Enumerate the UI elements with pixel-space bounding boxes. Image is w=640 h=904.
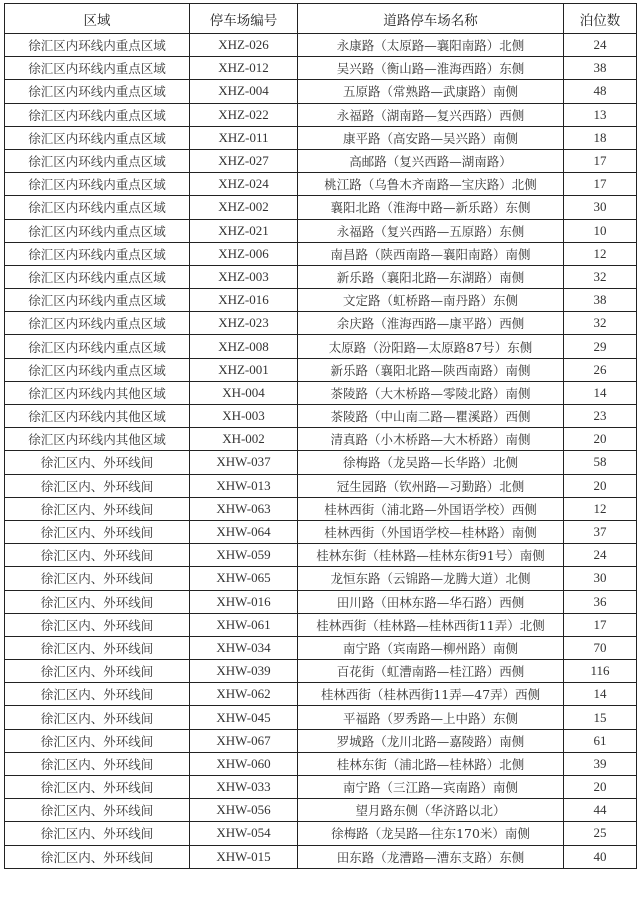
cell-space-count: 38 [564,289,637,312]
cell-area: 徐汇区内、外环线间 [5,752,190,775]
cell-area: 徐汇区内、外环线间 [5,683,190,706]
table-row [5,683,637,706]
cell-space-count: 61 [564,729,637,752]
table-row [5,752,637,775]
cell-lot-name: 桂林东街（浦北路—桂林路）北侧 [298,752,564,775]
cell-lot-name: 徐梅路（龙吴路—往东170米）南侧 [298,822,564,845]
cell-lot-name: 永康路（太原路—襄阳南路）北侧 [298,34,564,57]
cell-lot-code: XHZ-016 [190,289,298,312]
cell-lot-code: XHZ-022 [190,103,298,126]
cell-lot-name: 清真路（小木桥路—大木桥路）南侧 [298,428,564,451]
cell-space-count: 14 [564,381,637,404]
cell-lot-name: 望月路东侧（华济路以北） [298,799,564,822]
table-row [5,497,637,520]
table-row [5,126,637,149]
cell-space-count: 39 [564,752,637,775]
table-header-row [5,4,637,34]
cell-space-count: 10 [564,219,637,242]
cell-area: 徐汇区内环线内重点区域 [5,34,190,57]
cell-space-count: 23 [564,405,637,428]
cell-space-count: 17 [564,173,637,196]
cell-space-count: 38 [564,57,637,80]
cell-lot-name: 桂林西街（桂林路—桂林西街11弄）北侧 [298,613,564,636]
cell-area: 徐汇区内、外环线间 [5,776,190,799]
cell-lot-name: 桂林西街（浦北路—外国语学校）西侧 [298,497,564,520]
cell-area: 徐汇区内环线内重点区域 [5,289,190,312]
cell-space-count: 116 [564,660,637,683]
cell-lot-name: 罗城路（龙川北路—嘉陵路）南侧 [298,729,564,752]
cell-lot-name: 太原路（汾阳路—太原路87号）东侧 [298,335,564,358]
cell-space-count: 13 [564,103,637,126]
cell-area: 徐汇区内环线内重点区域 [5,242,190,265]
table-row [5,799,637,822]
cell-lot-code: XHW-016 [190,590,298,613]
cell-lot-code: XH-003 [190,405,298,428]
cell-lot-code: XHZ-027 [190,149,298,172]
cell-area: 徐汇区内、外环线间 [5,660,190,683]
table-row [5,289,637,312]
cell-lot-name: 新乐路（襄阳北路—陕西南路）南侧 [298,358,564,381]
cell-space-count: 58 [564,451,637,474]
cell-area: 徐汇区内、外环线间 [5,520,190,543]
cell-lot-name: 襄阳北路（淮海中路—新乐路）东侧 [298,196,564,219]
cell-area: 徐汇区内、外环线间 [5,706,190,729]
cell-space-count: 20 [564,428,637,451]
table-row [5,312,637,335]
cell-space-count: 37 [564,520,637,543]
cell-space-count: 20 [564,776,637,799]
cell-lot-name: 桂林东街（桂林路—桂林东街91号）南侧 [298,544,564,567]
cell-lot-code: XHW-061 [190,613,298,636]
table-row [5,544,637,567]
cell-lot-code: XHZ-026 [190,34,298,57]
cell-space-count: 30 [564,567,637,590]
cell-space-count: 36 [564,590,637,613]
table-row [5,660,637,683]
cell-lot-name: 康平路（高安路—吴兴路）南侧 [298,126,564,149]
cell-area: 徐汇区内环线内重点区域 [5,149,190,172]
cell-lot-code: XHW-063 [190,497,298,520]
cell-lot-code: XHW-067 [190,729,298,752]
cell-space-count: 29 [564,335,637,358]
cell-area: 徐汇区内环线内重点区域 [5,358,190,381]
cell-space-count: 12 [564,242,637,265]
cell-space-count: 15 [564,706,637,729]
table-row [5,358,637,381]
cell-area: 徐汇区内、外环线间 [5,822,190,845]
cell-lot-name: 桂林西街（外国语学校—桂林路）南侧 [298,520,564,543]
cell-lot-code: XHW-065 [190,567,298,590]
table-row [5,219,637,242]
cell-lot-code: XHZ-004 [190,80,298,103]
cell-lot-code: XHW-037 [190,451,298,474]
cell-lot-code: XHZ-003 [190,265,298,288]
cell-space-count: 20 [564,474,637,497]
header-area: 区域 [5,4,190,34]
cell-space-count: 48 [564,80,637,103]
cell-area: 徐汇区内环线内重点区域 [5,126,190,149]
cell-lot-name: 南宁路（三江路—宾南路）南侧 [298,776,564,799]
cell-lot-name: 徐梅路（龙吴路—长华路）北侧 [298,451,564,474]
table-row [5,636,637,659]
cell-lot-name: 茶陵路（大木桥路—零陵北路）南侧 [298,381,564,404]
cell-lot-name: 永福路（复兴西路—五原路）东侧 [298,219,564,242]
cell-space-count: 25 [564,822,637,845]
cell-lot-code: XHZ-024 [190,173,298,196]
table-row [5,451,637,474]
cell-lot-name: 五原路（常熟路—武康路）南侧 [298,80,564,103]
table-row [5,149,637,172]
cell-lot-code: XHW-033 [190,776,298,799]
cell-lot-name: 永福路（湖南路—复兴西路）西侧 [298,103,564,126]
table-row [5,567,637,590]
table-row [5,173,637,196]
cell-area: 徐汇区内、外环线间 [5,567,190,590]
cell-space-count: 32 [564,265,637,288]
cell-lot-code: XH-002 [190,428,298,451]
table-row [5,335,637,358]
cell-area: 徐汇区内、外环线间 [5,729,190,752]
cell-lot-code: XHW-062 [190,683,298,706]
cell-lot-code: XHW-060 [190,752,298,775]
cell-lot-name: 龙恒东路（云锦路—龙腾大道）北侧 [298,567,564,590]
cell-lot-name: 南宁路（宾南路—柳州路）南侧 [298,636,564,659]
cell-area: 徐汇区内环线内重点区域 [5,265,190,288]
cell-space-count: 44 [564,799,637,822]
cell-area: 徐汇区内、外环线间 [5,636,190,659]
cell-space-count: 30 [564,196,637,219]
cell-space-count: 17 [564,149,637,172]
cell-lot-code: XHZ-006 [190,242,298,265]
table-row [5,381,637,404]
cell-lot-code: XHZ-023 [190,312,298,335]
cell-lot-code: XHW-045 [190,706,298,729]
cell-lot-code: XHZ-011 [190,126,298,149]
cell-area: 徐汇区内、外环线间 [5,474,190,497]
cell-lot-code: XHW-015 [190,845,298,868]
cell-lot-name: 田川路（田林东路—华石路）西侧 [298,590,564,613]
cell-lot-name: 平福路（罗秀路—上中路）东侧 [298,706,564,729]
cell-area: 徐汇区内、外环线间 [5,544,190,567]
cell-area: 徐汇区内环线内重点区域 [5,196,190,219]
cell-lot-name: 百花街（虹漕南路—桂江路）西侧 [298,660,564,683]
cell-space-count: 12 [564,497,637,520]
cell-space-count: 40 [564,845,637,868]
cell-area: 徐汇区内、外环线间 [5,590,190,613]
cell-lot-code: XHZ-008 [190,335,298,358]
cell-area: 徐汇区内环线内重点区域 [5,312,190,335]
table-row [5,34,637,57]
cell-lot-code: XHW-059 [190,544,298,567]
cell-area: 徐汇区内、外环线间 [5,799,190,822]
header-lot-name: 道路停车场名称 [298,4,564,34]
table-row [5,405,637,428]
table-row [5,729,637,752]
cell-lot-code: XHZ-021 [190,219,298,242]
table-row [5,706,637,729]
cell-space-count: 24 [564,544,637,567]
table-body [5,34,637,869]
table-row [5,103,637,126]
cell-lot-name: 高邮路（复兴西路—湖南路） [298,149,564,172]
cell-lot-name: 茶陵路（中山南二路—瞿溪路）西侧 [298,405,564,428]
cell-lot-code: XHW-064 [190,520,298,543]
cell-lot-code: XHZ-012 [190,57,298,80]
cell-area: 徐汇区内、外环线间 [5,497,190,520]
cell-lot-code: XH-004 [190,381,298,404]
cell-lot-name: 南昌路（陕西南路—襄阳南路）南侧 [298,242,564,265]
table-row [5,242,637,265]
table-row [5,845,637,868]
cell-area: 徐汇区内、外环线间 [5,613,190,636]
cell-lot-name: 新乐路（襄阳北路—东湖路）南侧 [298,265,564,288]
table-row [5,265,637,288]
cell-area: 徐汇区内环线内其他区域 [5,381,190,404]
header-space-count: 泊位数 [564,4,637,34]
cell-area: 徐汇区内环线内其他区域 [5,405,190,428]
cell-lot-name: 桂林西街（桂林西街11弄—47弄）西侧 [298,683,564,706]
table-row [5,57,637,80]
cell-lot-name: 冠生园路（钦州路—习勤路）北侧 [298,474,564,497]
table-row [5,590,637,613]
cell-space-count: 18 [564,126,637,149]
header-lot-code: 停车场编号 [190,4,298,34]
cell-area: 徐汇区内环线内重点区域 [5,57,190,80]
table-row [5,196,637,219]
cell-space-count: 17 [564,613,637,636]
cell-lot-code: XHW-056 [190,799,298,822]
table-row [5,80,637,103]
cell-lot-code: XHZ-001 [190,358,298,381]
cell-area: 徐汇区内、外环线间 [5,451,190,474]
cell-area: 徐汇区内、外环线间 [5,845,190,868]
cell-area: 徐汇区内环线内重点区域 [5,80,190,103]
table-row [5,520,637,543]
parking-lot-table [4,3,637,869]
cell-space-count: 32 [564,312,637,335]
cell-lot-code: XHW-054 [190,822,298,845]
table-row [5,474,637,497]
cell-area: 徐汇区内环线内重点区域 [5,173,190,196]
table-row [5,776,637,799]
cell-space-count: 26 [564,358,637,381]
cell-lot-name: 吴兴路（衡山路—淮海西路）东侧 [298,57,564,80]
cell-lot-name: 文定路（虹桥路—南丹路）东侧 [298,289,564,312]
cell-area: 徐汇区内环线内重点区域 [5,335,190,358]
cell-lot-code: XHZ-002 [190,196,298,219]
cell-lot-name: 田东路（龙漕路—漕东支路）东侧 [298,845,564,868]
cell-lot-name: 余庆路（淮海西路—康平路）西侧 [298,312,564,335]
table-row [5,822,637,845]
cell-area: 徐汇区内环线内重点区域 [5,103,190,126]
cell-lot-code: XHW-034 [190,636,298,659]
cell-space-count: 14 [564,683,637,706]
table-row [5,613,637,636]
cell-lot-code: XHW-039 [190,660,298,683]
cell-area: 徐汇区内环线内其他区域 [5,428,190,451]
cell-lot-name: 桃江路（乌鲁木齐南路—宝庆路）北侧 [298,173,564,196]
table-row [5,428,637,451]
cell-area: 徐汇区内环线内重点区域 [5,219,190,242]
cell-space-count: 70 [564,636,637,659]
cell-space-count: 24 [564,34,637,57]
cell-lot-code: XHW-013 [190,474,298,497]
